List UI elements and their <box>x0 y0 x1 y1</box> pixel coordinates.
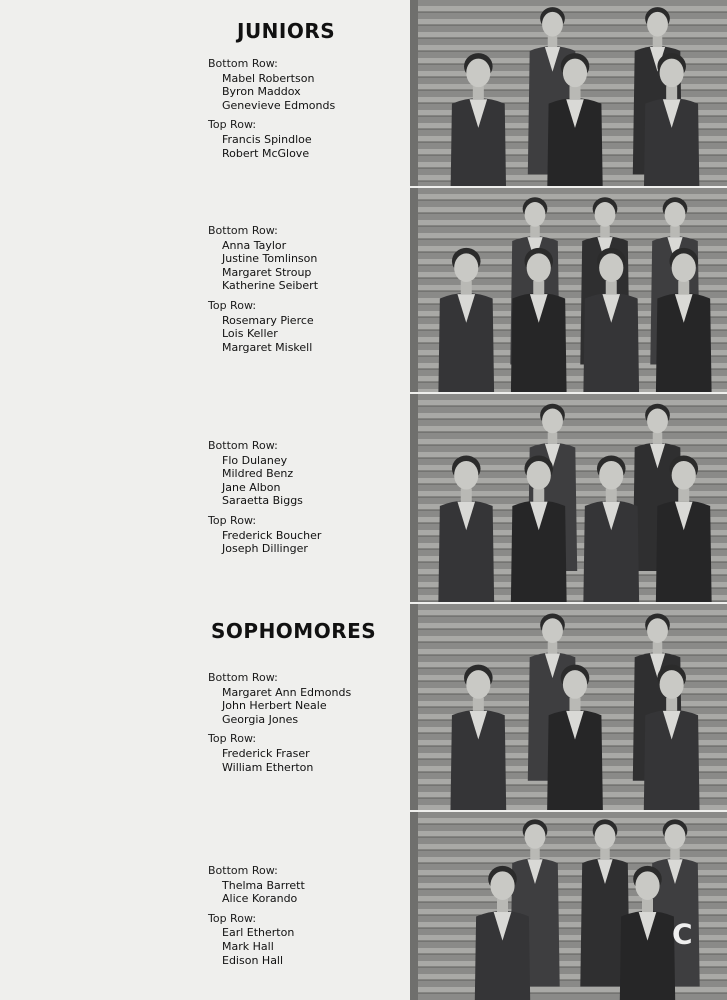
name: Saraetta Biggs <box>222 494 303 508</box>
group-photo-3 <box>410 394 727 602</box>
caption-sophomores-group-1 <box>208 671 351 780</box>
stair-step <box>410 649 727 655</box>
name: Margaret Miskell <box>222 340 313 354</box>
name: Justine Tomlinson <box>222 252 318 266</box>
stair-step <box>410 987 727 993</box>
bottom-row-names <box>222 879 305 906</box>
stair-step <box>410 400 727 406</box>
name: Anna Taylor <box>222 238 287 252</box>
section-title-juniors: JUNIORS <box>237 19 336 43</box>
caption-juniors-group-3 <box>208 439 321 562</box>
name: Earl Etherton <box>222 926 295 940</box>
top-row-label: Top Row: <box>208 732 257 746</box>
bottom-row-names <box>222 72 335 113</box>
side-wall <box>410 604 418 810</box>
top-row-label: Top Row: <box>208 118 257 132</box>
group-photo-1 <box>410 0 727 186</box>
top-row-label: Top Row: <box>208 513 257 527</box>
name: Mark Hall <box>222 939 274 953</box>
name: Lois Keller <box>222 327 278 341</box>
name: William Etherton <box>222 760 314 774</box>
stair-step <box>410 623 727 629</box>
photo-image <box>410 188 727 392</box>
name: Frederick Boucher <box>222 528 322 542</box>
photo-image <box>410 812 727 1000</box>
stair-step <box>410 6 727 12</box>
photo-image <box>410 0 727 186</box>
group-photo-2 <box>410 188 727 392</box>
stair-step <box>410 413 727 419</box>
name: Frederick Fraser <box>222 746 310 760</box>
name: Alice Korando <box>222 892 298 906</box>
name: Mabel Robertson <box>222 71 315 85</box>
top-row-label: Top Row: <box>208 911 257 925</box>
name: Flo Dulaney <box>222 453 288 467</box>
photo-image <box>410 394 727 602</box>
caption-juniors-group-1 <box>208 57 335 166</box>
bottom-row-label: Bottom Row: <box>208 57 278 70</box>
name: Genevieve Edmonds <box>222 98 336 112</box>
bottom-row-names <box>222 239 318 293</box>
section-title-sophomores: SOPHOMORES <box>211 619 377 643</box>
top-row-names <box>222 747 351 774</box>
name: Francis Spindloe <box>222 132 312 146</box>
top-row-names <box>222 314 318 355</box>
side-wall <box>410 0 418 186</box>
name: Byron Maddox <box>222 85 301 99</box>
stair-step <box>410 19 727 25</box>
stair-step <box>410 32 727 38</box>
name: Joseph Dillinger <box>222 542 308 556</box>
sweater-letter: C <box>672 917 693 951</box>
name: Jane Albon <box>222 480 281 494</box>
stair-step <box>410 426 727 432</box>
name: Georgia Jones <box>222 712 299 726</box>
stair-step <box>410 636 727 642</box>
side-wall <box>410 812 418 1000</box>
name: Rosemary Pierce <box>222 313 314 327</box>
top-row-names <box>222 133 335 160</box>
top-row-names <box>222 529 321 556</box>
caption-sophomores-group-2 <box>208 864 305 973</box>
stair-step <box>410 610 727 616</box>
name: Katherine Seibert <box>222 279 319 293</box>
name: Margaret Stroup <box>222 265 312 279</box>
group-photo-4 <box>410 604 727 810</box>
top-row-label: Top Row: <box>208 298 257 312</box>
name: Mildred Benz <box>222 467 294 481</box>
name: John Herbert Neale <box>222 699 327 713</box>
photo-image <box>410 604 727 810</box>
bottom-row-label: Bottom Row: <box>208 671 278 684</box>
bottom-row-names <box>222 454 321 508</box>
bottom-row-label: Bottom Row: <box>208 439 278 452</box>
name: Robert McGlove <box>222 146 310 160</box>
name: Edison Hall <box>222 953 284 967</box>
side-wall <box>410 394 418 602</box>
top-row-names <box>222 926 305 967</box>
side-wall <box>410 188 418 392</box>
group-photo-5 <box>410 812 727 1000</box>
caption-juniors-group-2 <box>208 224 318 360</box>
bottom-row-label: Bottom Row: <box>208 224 278 237</box>
stair-step <box>410 439 727 445</box>
name: Margaret Ann Edmonds <box>222 685 352 699</box>
bottom-row-label: Bottom Row: <box>208 864 278 877</box>
name: Thelma Barrett <box>222 878 305 892</box>
bottom-row-names <box>222 686 351 727</box>
